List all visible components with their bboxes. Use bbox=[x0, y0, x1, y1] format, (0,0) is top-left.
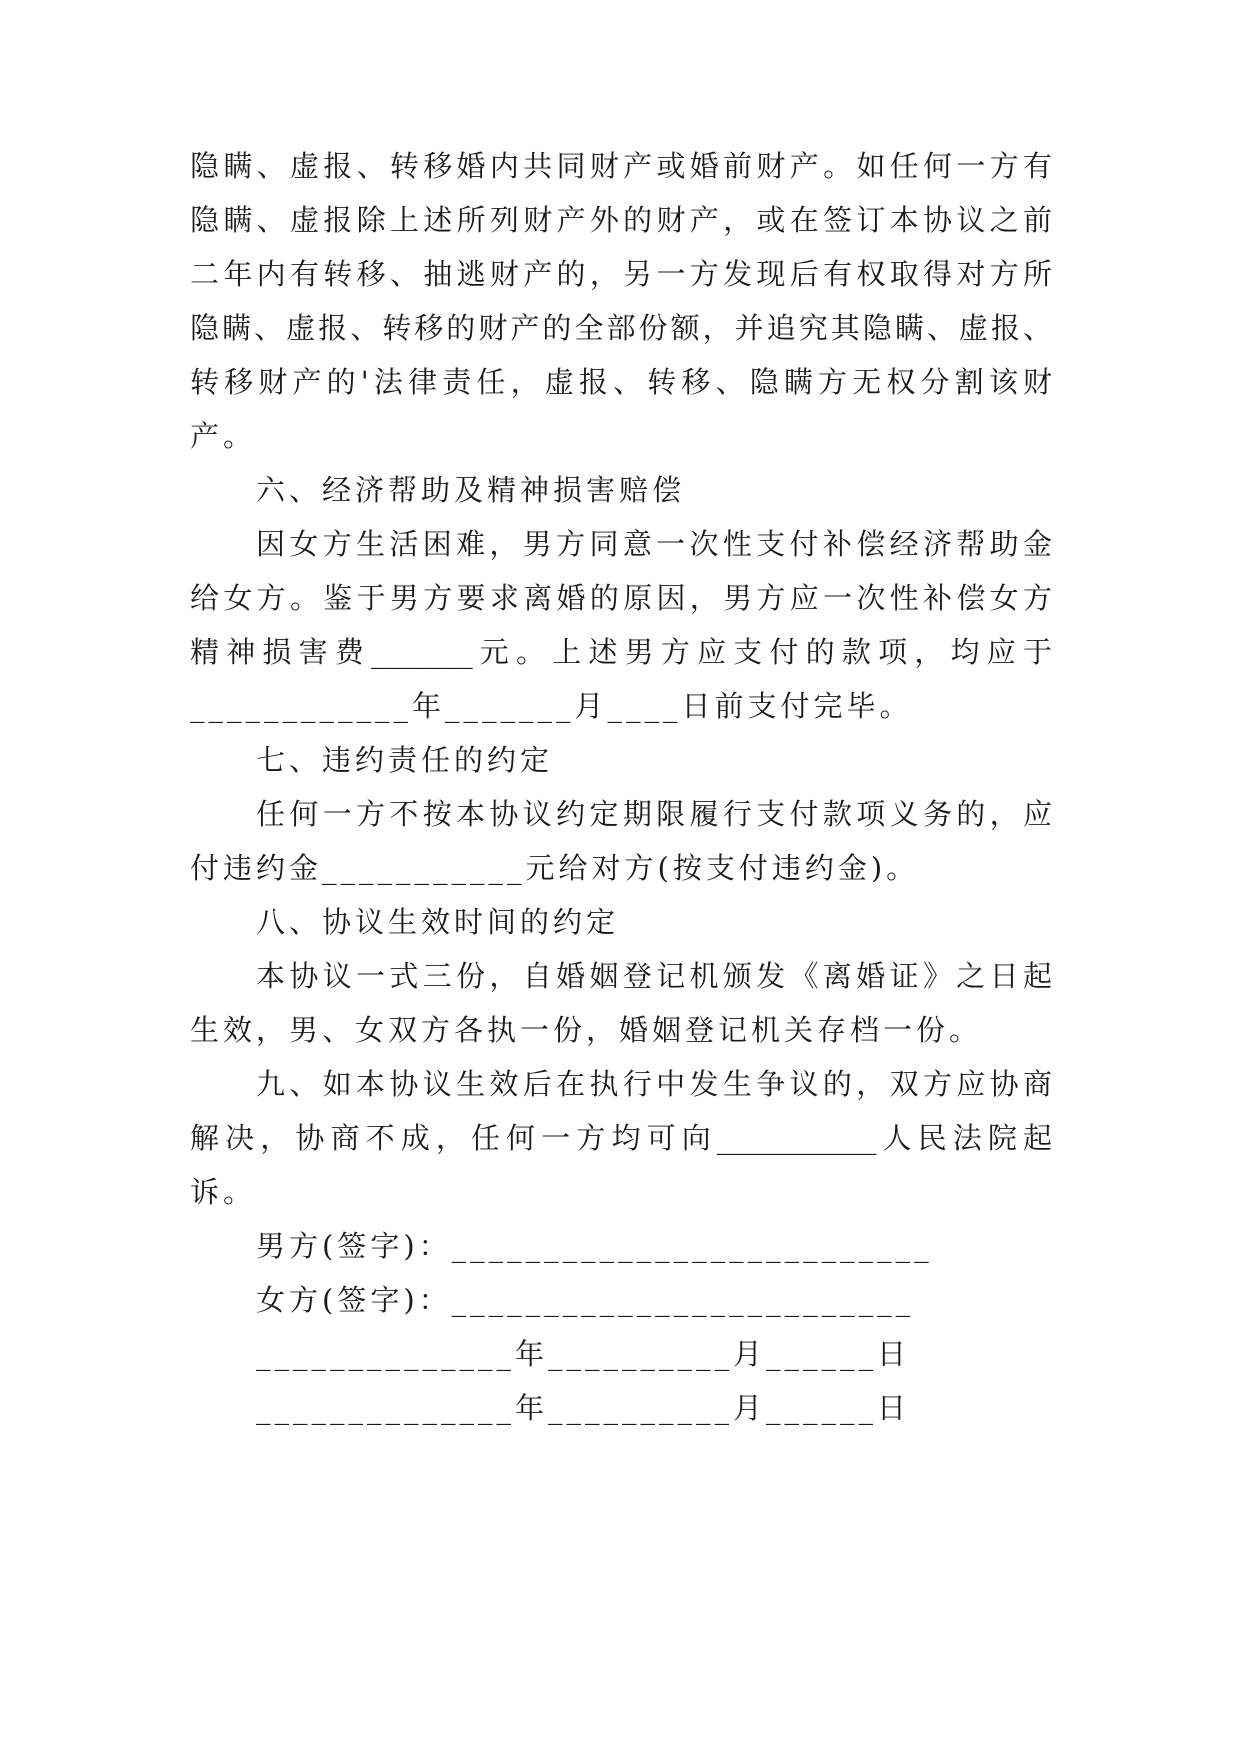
date-line: ______________年__________月______日 bbox=[256, 1391, 911, 1425]
body-line: 九、如本协议生效后在执行中发生争议的，双方应协商 bbox=[256, 1067, 1052, 1101]
section-heading: 七、违约责任的约定 bbox=[256, 743, 554, 777]
section-heading: 八、协议生效时间的约定 bbox=[256, 905, 620, 939]
body-line: 生效，男、女双方各执一份，婚姻登记机关存档一份。 bbox=[190, 1013, 983, 1047]
female-signature-line: 女方(签字)：_________________________ bbox=[256, 1283, 915, 1317]
body-line: 二年内有转移、抽逃财产的，另一方发现后有权取得对方所 bbox=[190, 257, 1052, 291]
date-line: ______________年__________月______日 bbox=[256, 1337, 911, 1371]
body-line: ____________年_______月____日前支付完毕。 bbox=[190, 689, 913, 723]
body-line: 解决，协商不成，任何一方均可向___________人民法院起 bbox=[190, 1121, 1052, 1155]
body-line: 本协议一式三份，自婚姻登记机颁发《离婚证》之日起 bbox=[256, 959, 1052, 993]
body-line: 精神损害费_______元。上述男方应支付的款项，均应于 bbox=[190, 635, 1052, 669]
body-line: 隐瞒、虚报、转移的财产的全部份额，并追究其隐瞒、虚报、 bbox=[190, 311, 1052, 345]
body-line: 隐瞒、虚报除上述所列财产外的财产，或在签订本协议之前 bbox=[190, 203, 1052, 237]
body-line: 任何一方不按本协议约定期限履行支付款项义务的，应 bbox=[256, 797, 1052, 831]
body-line: 付违约金___________元给对方(按支付违约金)。 bbox=[190, 851, 920, 885]
body-line: 给女方。鉴于男方要求离婚的原因，男方应一次性补偿女方 bbox=[190, 581, 1052, 615]
body-line: 隐瞒、虚报、转移婚内共同财产或婚前财产。如任何一方有 bbox=[190, 149, 1052, 183]
body-line: 转移财产的'法律责任，虚报、转移、隐瞒方无权分割该财 bbox=[190, 365, 1052, 399]
body-line: 产。 bbox=[190, 419, 257, 453]
male-signature-line: 男方(签字)：__________________________ bbox=[256, 1229, 933, 1263]
body-line: 诉。 bbox=[190, 1175, 257, 1209]
section-heading: 六、经济帮助及精神损害赔偿 bbox=[256, 473, 686, 507]
body-line: 因女方生活困难，男方同意一次性支付补偿经济帮助金 bbox=[256, 527, 1052, 561]
